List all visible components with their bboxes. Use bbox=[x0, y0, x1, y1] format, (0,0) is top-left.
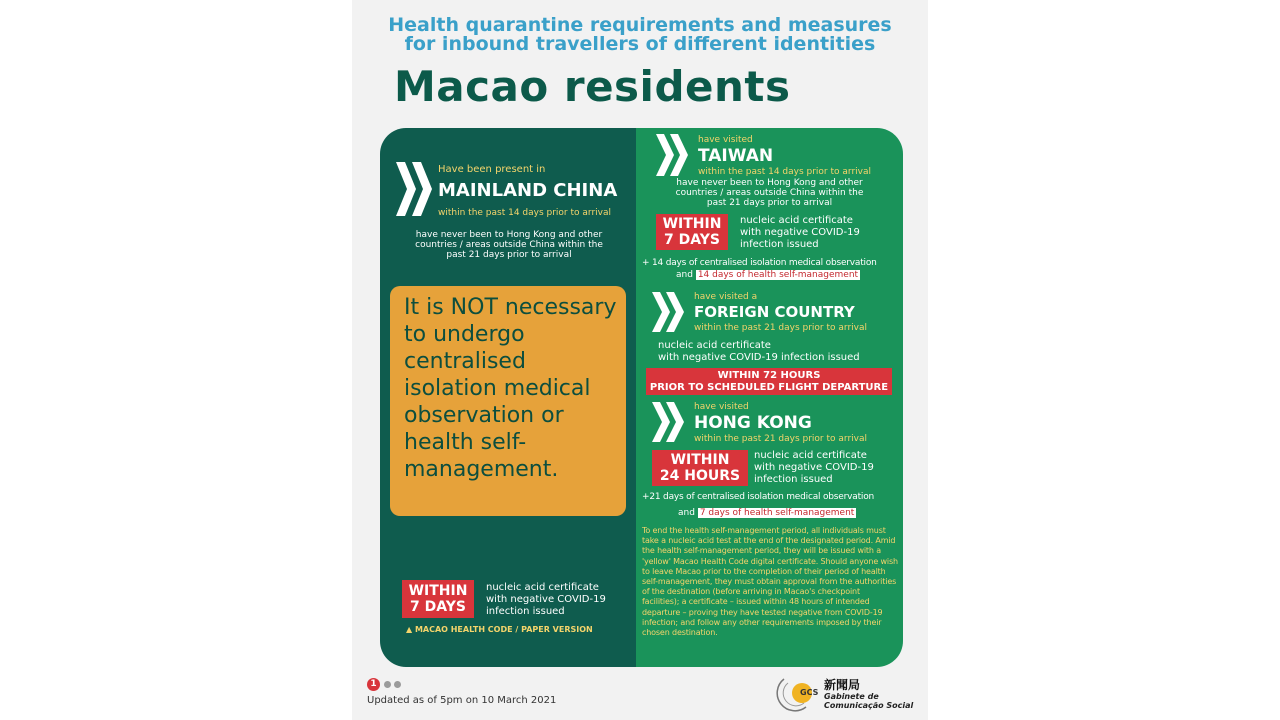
double-chevron-icon bbox=[396, 162, 436, 216]
within-badge-line-2: 7 DAYS bbox=[410, 599, 466, 615]
hongkong-measure-1: +21 days of centralised isolation medical observation bbox=[642, 492, 875, 502]
taiwan-timeframe: within the past 14 days prior to arrival bbox=[698, 167, 871, 177]
taiwan-cert-line-3: infection issued bbox=[740, 239, 819, 250]
page-indicator-active[interactable]: 1 bbox=[367, 678, 380, 691]
hongkong-timeframe: within the past 21 days prior to arrival bbox=[694, 434, 867, 444]
taiwan-note-line-2: countries / areas outside China within the bbox=[675, 188, 864, 198]
mainland-cert-line-2: with negative COVID-19 bbox=[486, 594, 606, 605]
taiwan-measure-1: + 14 days of centralised isolation medical observation bbox=[642, 258, 877, 268]
hongkong-cert-line-3: infection issued bbox=[754, 474, 833, 485]
within-badge-line-1: WITHIN bbox=[662, 216, 722, 232]
within-badge-line-1: WITHIN bbox=[408, 583, 468, 599]
health-code-note: ▲ MACAO HEALTH CODE / PAPER VERSION bbox=[406, 625, 593, 634]
foreign-intro: have visited a bbox=[694, 292, 758, 302]
infographic-page bbox=[352, 0, 928, 720]
hongkong-intro: have visited bbox=[694, 402, 749, 412]
within-72-line-1: WITHIN 72 HOURS bbox=[717, 370, 821, 381]
header-line-2: for inbound travellers of different identities bbox=[404, 33, 876, 55]
taiwan-measure-2 bbox=[676, 270, 860, 280]
other-regions-panel bbox=[636, 128, 903, 667]
gcs-abbreviation: GCS bbox=[800, 688, 819, 697]
mainland-note-line-3: past 21 days prior to arrival bbox=[446, 250, 572, 260]
within-24-hours-badge bbox=[652, 450, 748, 486]
measure-prefix: and bbox=[676, 270, 693, 280]
hongkong-measure-2 bbox=[678, 508, 856, 518]
gcs-chinese-name: 新聞局 bbox=[824, 678, 861, 692]
page-title: Macao residents bbox=[394, 62, 791, 111]
hongkong-place: HONG KONG bbox=[694, 413, 812, 433]
foreign-place: FOREIGN COUNTRY bbox=[694, 303, 855, 321]
not-necessary-box bbox=[390, 286, 626, 516]
taiwan-intro: have visited bbox=[698, 135, 753, 145]
hongkong-cert-line-2: with negative COVID-19 bbox=[754, 462, 874, 473]
taiwan-cert-line-1: nucleic acid certificate bbox=[740, 215, 853, 226]
double-chevron-icon bbox=[652, 292, 688, 332]
double-chevron-icon bbox=[656, 134, 692, 176]
page-indicator-dot-3[interactable] bbox=[394, 681, 401, 688]
updated-timestamp: Updated as of 5pm on 10 March 2021 bbox=[367, 695, 557, 706]
taiwan-note-line-3: past 21 days prior to arrival bbox=[706, 198, 833, 208]
mainland-note-line-1: have never been to Hong Kong and other bbox=[415, 230, 603, 240]
taiwan-cert-line-2: with negative COVID-19 bbox=[740, 227, 860, 238]
foreign-timeframe: within the past 21 days prior to arrival bbox=[694, 323, 867, 333]
taiwan-self-management-highlight: 14 days of health self-management bbox=[697, 270, 859, 280]
mainland-cert-line-1: nucleic acid certificate bbox=[486, 582, 599, 593]
gcs-name-line-2: Comunicação Social bbox=[824, 701, 914, 710]
within-badge-line-2: 7 DAYS bbox=[664, 232, 720, 248]
foreign-cert-line-2: with negative COVID-19 infection issued bbox=[658, 352, 860, 363]
gcs-logo bbox=[776, 673, 924, 713]
mainland-place: MAINLAND CHINA bbox=[438, 180, 618, 201]
hongkong-cert-line-1: nucleic acid certificate bbox=[754, 450, 867, 461]
within-7-days-badge bbox=[402, 580, 474, 618]
mainland-cert-line-3: infection issued bbox=[486, 606, 565, 617]
taiwan-within-7-days-badge bbox=[656, 214, 728, 250]
mainland-timeframe: within the past 14 days prior to arrival bbox=[438, 208, 611, 218]
mainland-china-panel bbox=[380, 128, 638, 667]
gcs-name-line-1: Gabinete de bbox=[824, 692, 879, 701]
mainland-intro: Have been present in bbox=[438, 164, 546, 175]
within-24-line-1: WITHIN bbox=[670, 452, 730, 468]
page-indicator-dot-2[interactable] bbox=[384, 681, 391, 688]
taiwan-place: TAIWAN bbox=[698, 146, 774, 166]
within-72-line-2: PRIOR TO SCHEDULED FLIGHT DEPARTURE bbox=[649, 382, 889, 393]
measure-prefix: and bbox=[678, 508, 695, 518]
mainland-note-line-2: countries / areas outside China within the bbox=[415, 240, 603, 250]
within-24-line-2: 24 HOURS bbox=[659, 468, 741, 484]
not-necessary-text: It is NOT necessary to undergo centralised isolation medical observation or health self-management. bbox=[404, 295, 617, 482]
self-management-notes: To end the health self-management period, all individuals must take a nucleic acid test at the end of the designated period. Amid the health self-management period, they will be issued with a 'yellow' Macao Health Code digital certificate. Should anyone wish to leave Macao prior to the completion of their period of health self-management, they must obtain approval from the authorities of the destination (before arriving in Macao's checkpoint facilities); a certificate – issued within 48 hours of intended departure – proving they have tested negative from COVID-19 infection; and follow any other requirements imposed by their chosen destination. bbox=[642, 526, 898, 638]
within-72-hours-badge bbox=[646, 368, 892, 395]
foreign-cert-line-1: nucleic acid certificate bbox=[658, 340, 771, 351]
header-line-1: Health quarantine requirements and measures bbox=[388, 14, 892, 36]
taiwan-note-line-1: have never been to Hong Kong and other bbox=[676, 178, 863, 188]
hongkong-self-management-highlight: 7 days of health self-management bbox=[699, 508, 855, 518]
double-chevron-icon bbox=[652, 402, 688, 442]
